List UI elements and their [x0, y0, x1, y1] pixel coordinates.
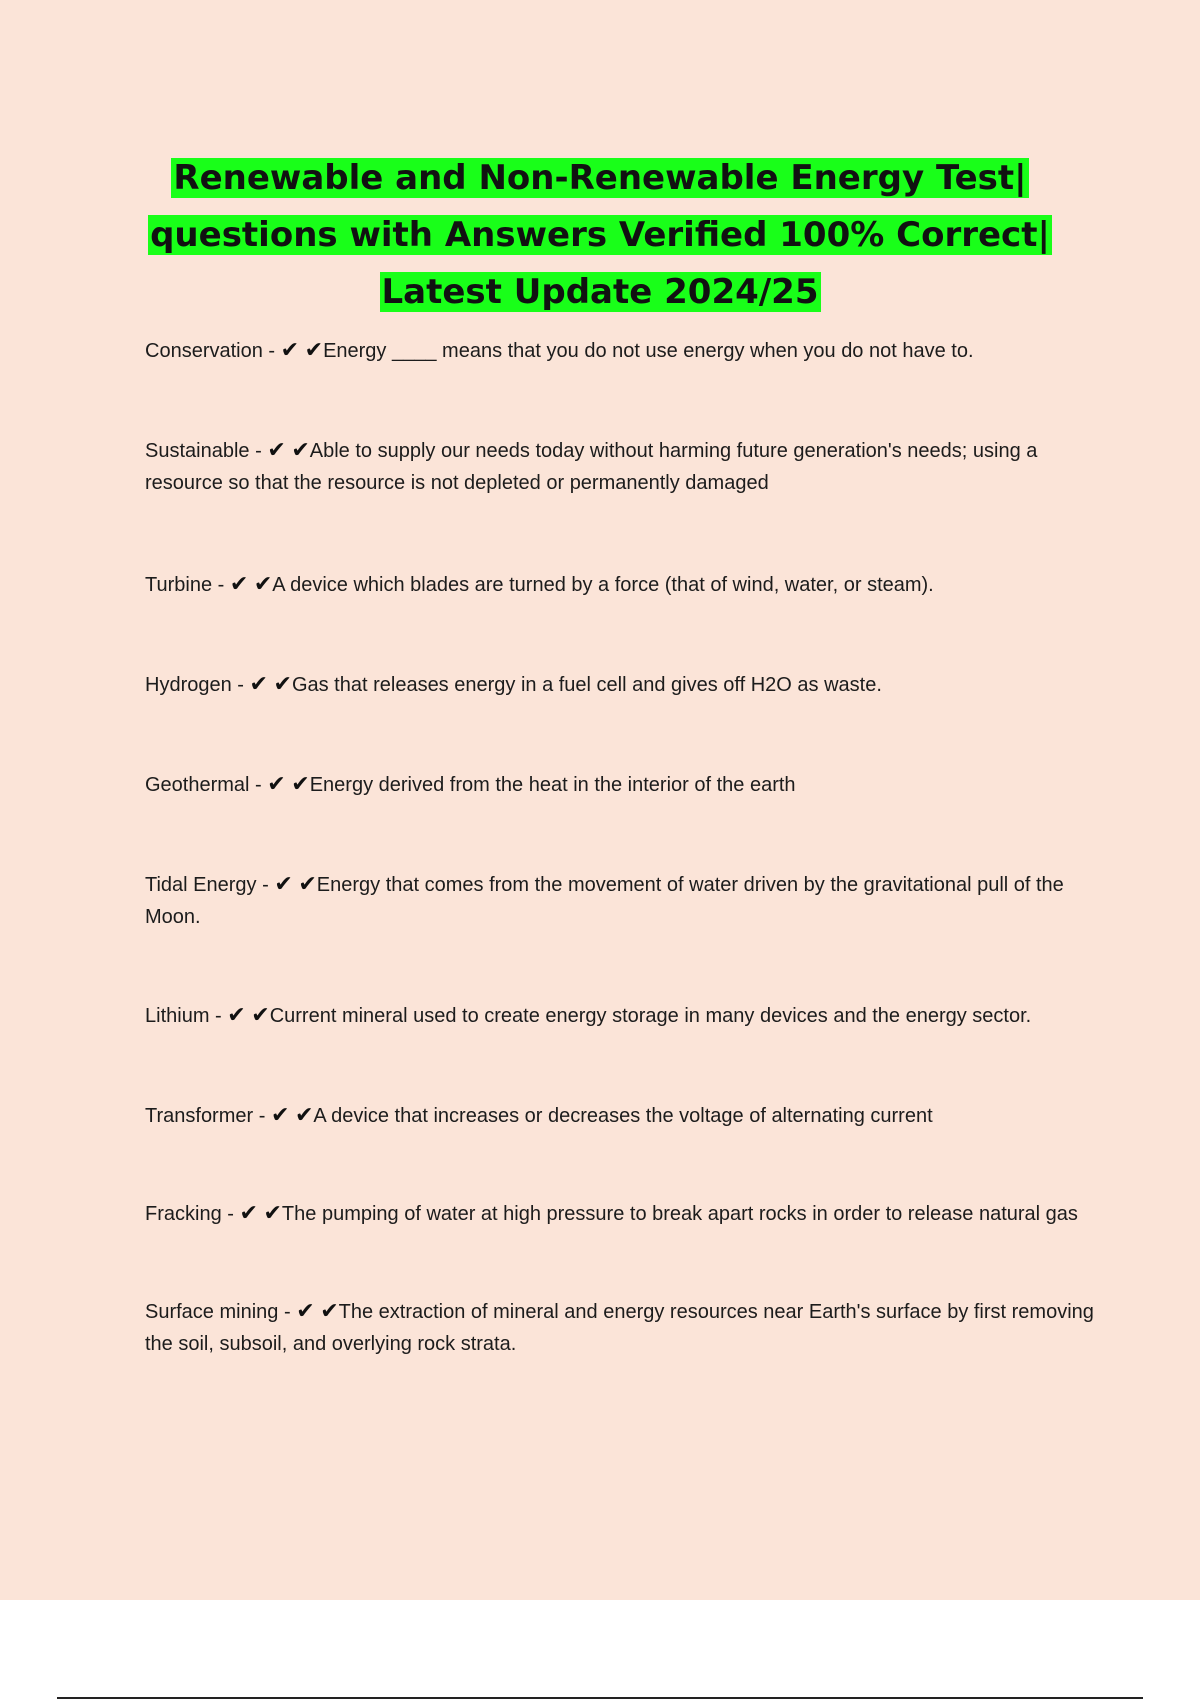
footer-divider	[57, 1697, 1143, 1699]
document-title	[100, 150, 1100, 321]
check-mark-icon: ✔	[294, 1103, 314, 1128]
check-mark-icon: ✔	[227, 1003, 246, 1028]
qa-separator: -	[256, 874, 275, 896]
qa-item	[145, 1296, 1100, 1360]
qa-item	[145, 1100, 1100, 1132]
qa-separator: -	[262, 340, 281, 362]
qa-term: Conservation	[145, 340, 263, 362]
qa-separator: -	[278, 1301, 297, 1323]
qa-separator: -	[209, 1005, 228, 1027]
title-line-3: Latest Update 2024/25	[381, 272, 819, 312]
qa-term: Turbine	[145, 574, 213, 596]
check-mark-icon: ✔	[239, 1201, 258, 1226]
qa-term: Transformer	[145, 1105, 254, 1127]
qa-definition: Energy that comes from the movement of water driven by the gravitational pull of the Moon.	[145, 874, 1064, 928]
qa-separator: -	[231, 674, 250, 696]
qa-item	[145, 769, 1100, 801]
qa-separator: -	[253, 1105, 271, 1127]
qa-term: Tidal Energy	[145, 874, 257, 896]
qa-definition: A device which blades are turned by a force (that of wind, water, or steam).	[272, 574, 934, 596]
qa-separator: -	[212, 574, 230, 596]
check-mark-icon: ✔	[267, 438, 286, 463]
qa-definition: The pumping of water at high pressure to break apart rocks in order to release natural gas	[281, 1203, 1078, 1225]
check-mark-icon: ✔	[320, 1299, 339, 1324]
check-mark-icon: ✔	[291, 438, 310, 463]
qa-separator: -	[221, 1203, 240, 1225]
title-line-1: Renewable and Non-Renewable Energy Test|	[173, 158, 1027, 198]
check-mark-icon: ✔	[270, 1103, 290, 1128]
check-mark-icon: ✔	[274, 872, 293, 897]
check-mark-icon: ✔	[304, 338, 324, 363]
check-mark-icon: ✔	[251, 1003, 270, 1028]
qa-term: Sustainable	[145, 440, 250, 462]
check-mark-icon: ✔	[267, 772, 286, 797]
check-mark-icon: ✔	[296, 1299, 315, 1324]
qa-term: Surface mining	[145, 1301, 279, 1323]
qa-definition: Able to supply our needs today without harming future generation's needs; using a resource so that the resource is not depleted or permanently damaged	[145, 440, 1038, 494]
check-mark-icon: ✔	[280, 338, 300, 363]
check-mark-icon: ✔	[273, 672, 292, 697]
qa-item	[145, 435, 1100, 499]
check-mark-icon: ✔	[253, 572, 273, 597]
qa-item	[145, 569, 1100, 601]
qa-term: Lithium	[145, 1005, 210, 1027]
title-line-2: questions with Answers Verified 100% Correct|	[150, 215, 1050, 255]
qa-separator: -	[249, 440, 268, 462]
qa-term: Hydrogen	[145, 674, 232, 696]
question-answer-list	[145, 335, 1100, 1360]
qa-item	[145, 1198, 1100, 1230]
qa-definition: Energy derived from the heat in the interior of the earth	[309, 774, 796, 796]
qa-item	[145, 869, 1100, 933]
qa-definition: Energy ____ means that you do not use energy when you do not have to.	[323, 340, 974, 362]
qa-definition: Current mineral used to create energy storage in many devices and the energy sector.	[269, 1005, 1032, 1027]
check-mark-icon: ✔	[229, 572, 249, 597]
qa-item	[145, 1000, 1100, 1032]
qa-definition: Gas that releases energy in a fuel cell and gives off H2O as waste.	[291, 674, 882, 696]
qa-item	[145, 669, 1100, 701]
qa-definition: A device that increases or decreases the voltage of alternating current	[313, 1105, 933, 1127]
qa-term: Fracking	[145, 1203, 222, 1225]
qa-definition: The extraction of mineral and energy resources near Earth's surface by first removing the soil, subsoil, and overlying rock strata.	[145, 1301, 1094, 1355]
check-mark-icon: ✔	[291, 772, 310, 797]
qa-item	[145, 335, 1100, 367]
qa-separator: -	[249, 774, 268, 796]
check-mark-icon: ✔	[298, 872, 317, 897]
qa-term: Geothermal	[145, 774, 250, 796]
check-mark-icon: ✔	[249, 672, 268, 697]
check-mark-icon: ✔	[263, 1201, 282, 1226]
